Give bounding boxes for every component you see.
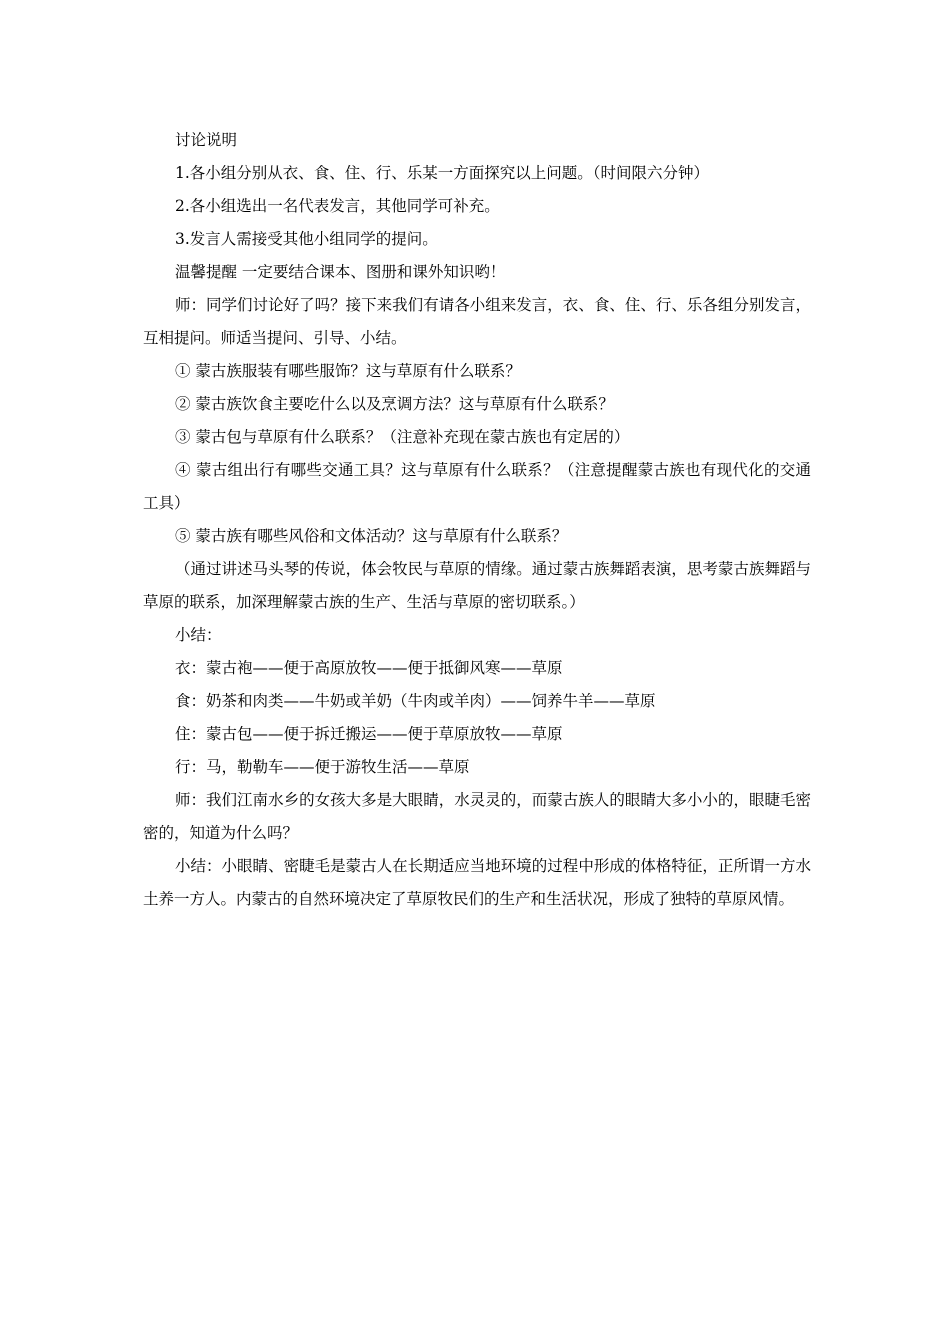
discussion-heading: 讨论说明 bbox=[175, 131, 238, 149]
discussion-rule-2: 2.各小组选出一名代表发言，其他同学可补充。 bbox=[175, 197, 500, 215]
question-clothing: ① 蒙古族服装有哪些服饰？这与草原有什么联系？ bbox=[175, 362, 521, 380]
reminder-text: 温馨提醒 一定要结合课本、图册和课外知识哟！ bbox=[175, 263, 506, 281]
discussion-rule-3: 3.发言人需接受其他小组同学的提问。 bbox=[175, 230, 438, 248]
discussion-rule-1: 1.各小组分别从衣、食、住、行、乐某一方面探究以上问题。（时间限六分钟） bbox=[175, 164, 710, 182]
teacher-prompt-2: 师：我们江南水乡的女孩大多是大眼睛，水灵灵的，而蒙古族人的眼睛大多小小的，眼睫毛密密的，知道为什么吗？ bbox=[143, 791, 811, 842]
question-housing: ③ 蒙古包与草原有什么联系？（注意补充现在蒙古族也有定居的） bbox=[175, 428, 630, 446]
question-transport: ④ 蒙古组出行有哪些交通工具？这与草原有什么联系？（注意提醒蒙古族也有现代化的交通工具） bbox=[143, 461, 811, 512]
question-customs: ⑤ 蒙古族有哪些风俗和文体活动？这与草原有什么联系？ bbox=[175, 527, 568, 545]
document-page bbox=[143, 124, 811, 916]
summary-heading: 小结： bbox=[175, 626, 222, 644]
question-food: ② 蒙古族饮食主要吃什么以及烹调方法？这与草原有什么联系？ bbox=[175, 395, 614, 413]
summary-food: 食：奶茶和肉类——牛奶或羊奶（牛肉或羊肉）——饲养牛羊——草原 bbox=[175, 692, 656, 710]
summary-conclusion: 小结：小眼睛、密睫毛是蒙古人在长期适应当地环境的过程中形成的体格特征，正所谓一方水土养一方人。内蒙古的自然环境决定了草原牧民们的生产和生活状况，形成了独特的草原风情。 bbox=[143, 857, 811, 908]
summary-transport: 行：马，勒勒车——便于游牧生活——草原 bbox=[175, 758, 470, 776]
teacher-prompt-1: 师：同学们讨论好了吗？接下来我们有请各小组来发言，衣、食、住、行、乐各组分别发言，互相提问。师适当提问、引导、小结。 bbox=[143, 296, 811, 347]
summary-housing: 住：蒙古包——便于拆迁搬运——便于草原放牧——草原 bbox=[175, 725, 563, 743]
activity-note: （通过讲述马头琴的传说，体会牧民与草原的情缘。通过蒙古族舞蹈表演，思考蒙古族舞蹈与草原的联系，加深理解蒙古族的生产、生活与草原的密切联系。） bbox=[143, 560, 811, 611]
summary-clothing: 衣：蒙古袍——便于高原放牧——便于抵御风寒——草原 bbox=[175, 659, 563, 677]
